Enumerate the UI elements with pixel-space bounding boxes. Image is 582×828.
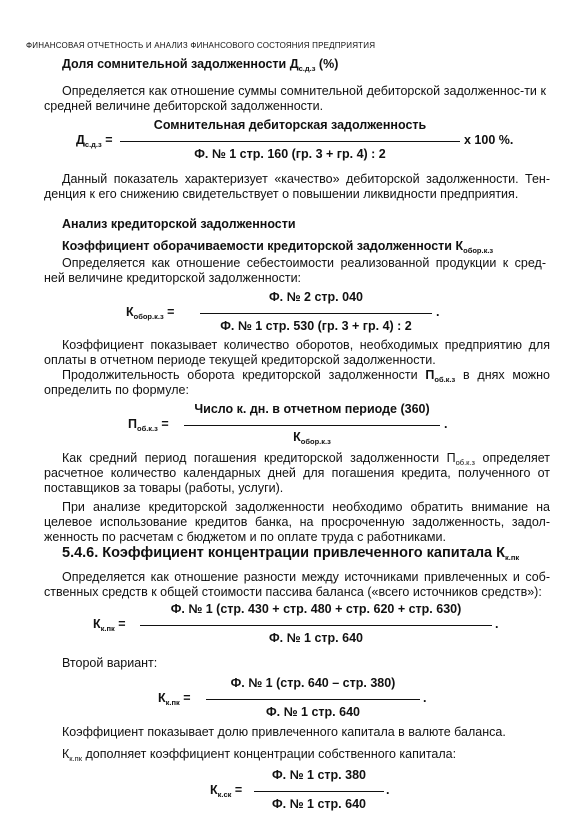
section-546-definition: Определяется как отношение разности между источниками привлеченных и соб-ственных средств к общей стоимости пассива баланса («всего источников средств»):	[44, 570, 550, 599]
formula-numerator: Ф. № 1 (стр. 430 + стр. 480 + стр. 620 + стр. 630)	[170, 602, 462, 616]
formula-subscript: к.пк	[100, 624, 115, 633]
formula-subscript: обор.к.з	[133, 312, 164, 321]
complement-note	[44, 747, 550, 762]
duration-intro-tail: в днях можно определить по формуле:	[44, 368, 550, 397]
formula-equals: =	[231, 783, 243, 797]
formula-turnover	[0, 290, 582, 340]
formula-numerator: Число к. дн. в отчетном периоде (360)	[194, 402, 430, 416]
formula-subscript: об.к.з	[136, 424, 158, 433]
duration-symbol: П	[425, 368, 435, 382]
formula-denominator: Ф. № 1 стр. 640	[269, 631, 363, 645]
formula-tail: x 100 %.	[464, 133, 514, 147]
denominator-symbol: К	[293, 430, 301, 444]
duration-intro	[44, 368, 550, 398]
fraction-line	[254, 791, 384, 792]
formula-equals: =	[163, 305, 175, 319]
fraction-line	[200, 313, 432, 314]
heading-subscript: обор.к.з	[463, 246, 494, 255]
formula-subscript: к.ск	[217, 790, 232, 799]
denominator-subscript: обор.к.з	[300, 437, 331, 446]
formula-equals: =	[101, 133, 113, 147]
formula-symbol: К	[158, 691, 166, 705]
heading-text: Коэффициент оборачиваемости кредиторской задолженности	[62, 239, 452, 253]
formula-equals: =	[157, 417, 169, 431]
second-variant-label: Второй вариант:	[62, 656, 158, 670]
creditor-analysis-heading: Анализ кредиторской задолженности	[62, 217, 296, 231]
doubtful-share-note: Данный показатель характеризует «качество» дебиторской задолженности. Тен-денция к его снижению свидетельствует о повышении ликвидности предприятия.	[44, 172, 550, 201]
formula-numerator: Ф. № 1 стр. 380	[272, 768, 366, 782]
formula-denominator: Ф. № 1 стр. 530 (гр. 3 + гр. 4) : 2	[220, 319, 412, 333]
section-heading-subscript: к.пк	[505, 553, 520, 562]
duration-note-tail: определяет расчетное количество календарных дней для погашения кредита, полученного от поставщиков за товары (работы, услуги).	[44, 451, 550, 495]
formula-tail: .	[436, 305, 440, 319]
heading-suffix: (%)	[315, 57, 339, 71]
attention-paragraph: При анализе кредиторской задолженности необходимо обратить внимание на целевое использование кредитов банка, на просроченную задолженность, задол-женность по расчетам с бюджетом и по оплате труда с работниками.	[44, 500, 550, 544]
formula-tail: .	[423, 691, 427, 705]
heading-subscript: с.д.з	[298, 64, 316, 73]
formula-lhs	[126, 305, 174, 319]
complement-text: дополняет коэффициент концентрации собственного капитала:	[82, 747, 457, 761]
formula-equals: =	[114, 617, 126, 631]
duration-intro-text: Продолжительность оборота кредиторской задолженности	[62, 368, 418, 382]
duration-note-text: Как средний период погашения кредиторской задолженности	[62, 451, 440, 465]
formula-numerator: Ф. № 1 (стр. 640 – стр. 380)	[230, 676, 396, 690]
formula-doubtful-share	[0, 118, 582, 168]
formula-denominator: Ф. № 1 стр. 640	[272, 797, 366, 811]
formula-subscript: с.д.з	[84, 140, 102, 149]
complement-subscript: к.пк	[69, 754, 83, 763]
formula-equals: =	[179, 691, 191, 705]
duration-subscript: об.к.з	[434, 375, 456, 384]
formula-lhs	[93, 617, 126, 631]
formula-equity-concentration	[0, 768, 582, 818]
running-header: ФИНАНСОВАЯ ОТЧЕТНОСТЬ И АНАЛИЗ ФИНАНСОВОГО СОСТОЯНИЯ ПРЕДПРИЯТИЯ	[26, 41, 376, 50]
formula-lhs	[210, 783, 242, 797]
duration-note	[44, 451, 550, 496]
section-heading-symbol: К	[496, 545, 505, 561]
fraction-line	[206, 699, 420, 700]
formula-symbol: К	[210, 783, 218, 797]
formula-symbol: П	[128, 417, 137, 431]
formula-subscript: к.пк	[165, 698, 180, 707]
formula-denominator: Ф. № 1 стр. 640	[266, 705, 360, 719]
duration-note-subscript: об.к.з	[455, 458, 475, 467]
turnover-definition: Определяется как отношение себестоимости реализованной продукции к сред-ней величине кредиторской задолженности:	[44, 256, 546, 285]
fraction-line	[120, 141, 460, 142]
section-546-heading	[62, 545, 519, 561]
doubtful-share-definition: Определяется как отношение суммы сомнительной дебиторской задолженнос-ти к средней величине дебиторской задолженности.	[44, 84, 546, 113]
formula-lhs	[158, 691, 191, 705]
formula-attracted-capital-1	[0, 602, 582, 650]
complement-symbol: К	[62, 747, 70, 761]
formula-numerator: Ф. № 2 стр. 040	[269, 290, 363, 304]
formula-symbol: К	[93, 617, 101, 631]
formula-symbol: Д	[76, 133, 85, 147]
duration-note-symbol: П	[446, 451, 456, 465]
formula-attracted-capital-2	[0, 676, 582, 724]
turnover-note: Коэффициент показывает количество оборотов, необходимых предприятию для оплаты в отчетном периоде текущей кредиторской задолженности.	[44, 338, 550, 367]
formula-symbol: К	[126, 305, 134, 319]
formula-duration	[0, 402, 582, 450]
formula-tail: .	[386, 783, 390, 797]
fraction-line	[140, 625, 492, 626]
formula-lhs	[128, 417, 169, 431]
turnover-heading	[62, 239, 493, 253]
share-note: Коэффициент показывает долю привлеченного капитала в валюте баланса.	[62, 725, 506, 739]
section-heading-text: 5.4.6. Коэффициент концентрации привлеченного капитала	[62, 545, 493, 561]
formula-tail: .	[444, 417, 448, 431]
heading-symbol: Д	[289, 57, 299, 71]
formula-denominator: Ф. № 1 стр. 160 (гр. 3 + гр. 4) : 2	[194, 147, 386, 161]
formula-tail: .	[495, 617, 499, 631]
formula-lhs	[76, 133, 113, 147]
doubtful-share-heading	[62, 57, 338, 71]
formula-numerator: Сомнительная дебиторская задолженность	[153, 118, 427, 132]
formula-denominator	[184, 430, 440, 444]
heading-text: Доля сомнительной задолженности	[62, 57, 287, 71]
fraction-line	[184, 425, 440, 426]
heading-symbol: К	[455, 239, 464, 253]
